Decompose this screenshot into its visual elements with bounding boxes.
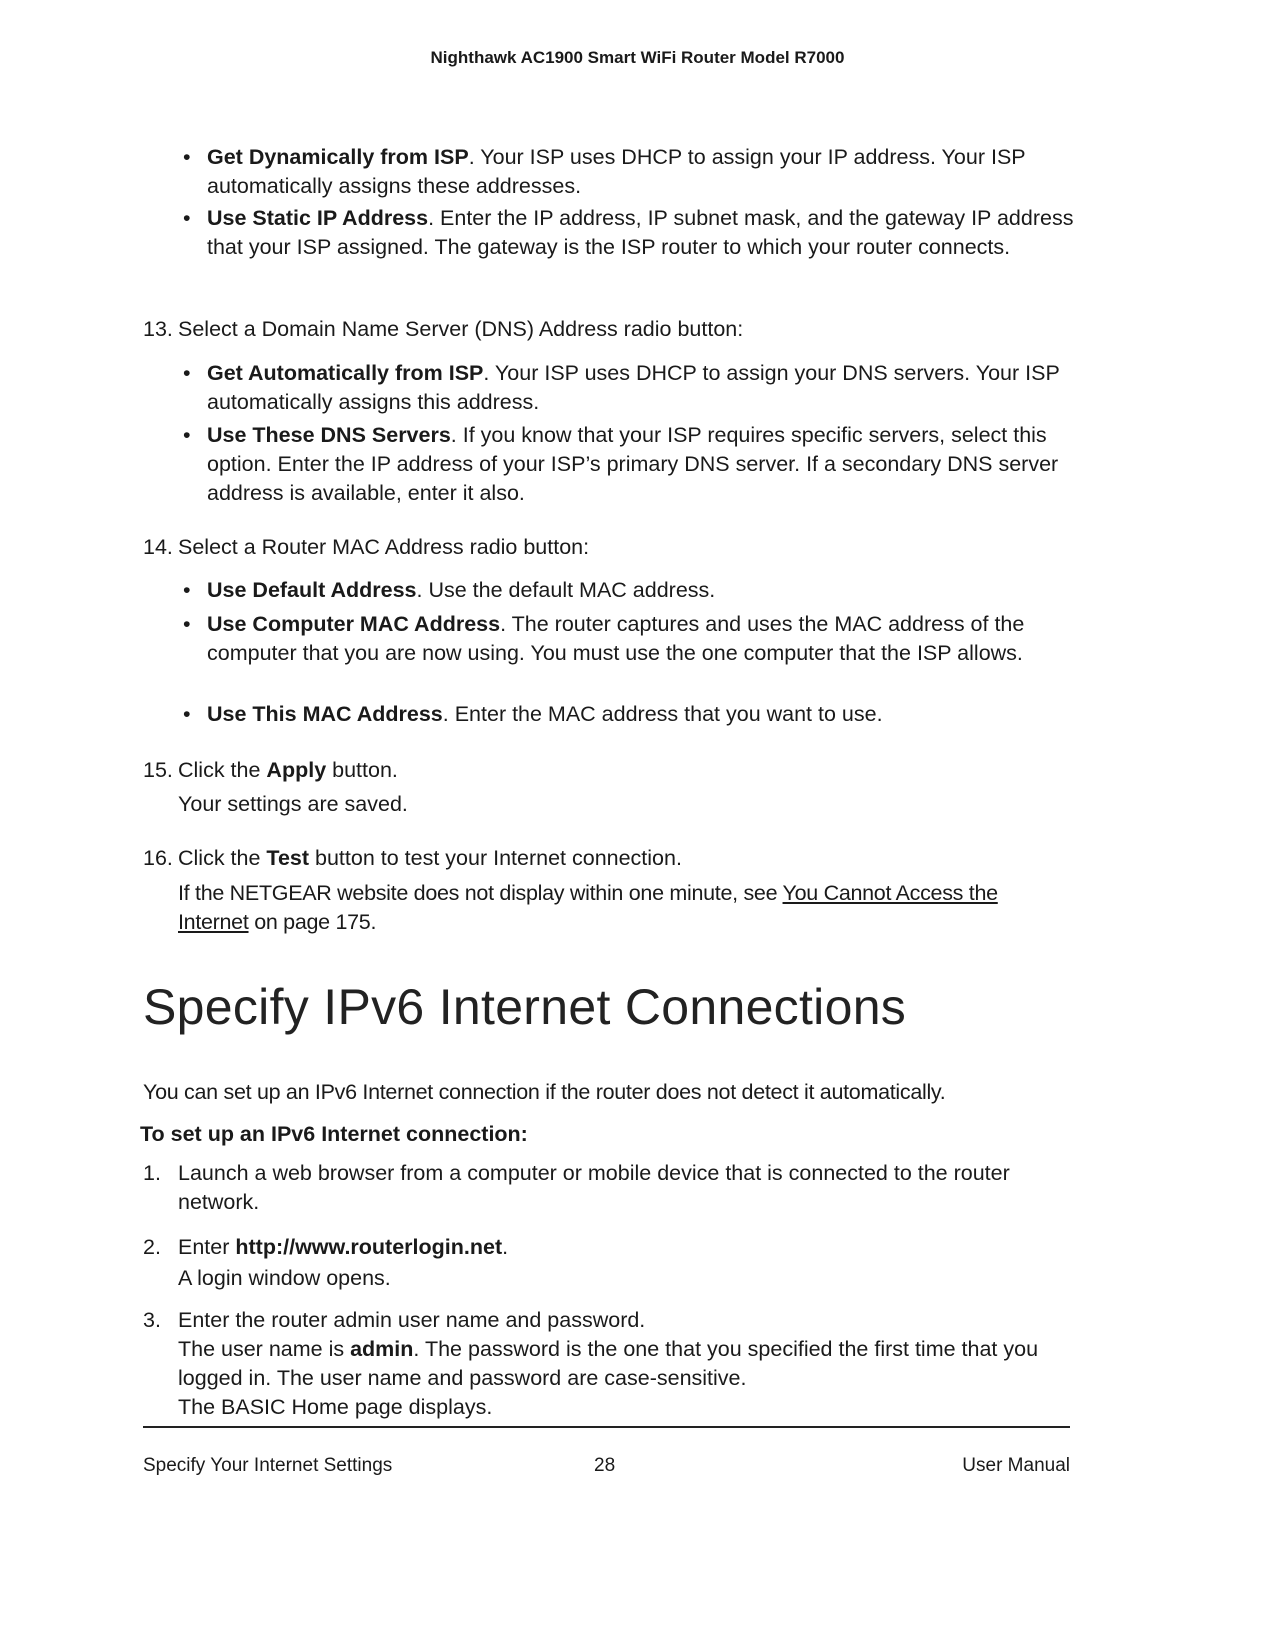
bullet-text: . Use the default MAC address. [416, 578, 716, 602]
step-number: 13. [143, 317, 173, 341]
bullet-icon: • [183, 702, 191, 726]
step-text: The user name is [178, 1337, 351, 1361]
bullet-term: Use This MAC Address [207, 702, 443, 726]
section-intro: You can set up an IPv6 Internet connection if the router does not detect it automatically. [143, 1080, 946, 1104]
result-text: on page 175. [248, 910, 377, 934]
step-number: 1. [143, 1161, 161, 1185]
step-number: 15. [143, 758, 173, 782]
bullet-text: . Enter the IP address, IP subnet mask, and the gateway IP address that your ISP assigned. The gateway is the ISP router to which your router connects. [207, 206, 1074, 259]
bullet-term: Use These DNS Servers [207, 423, 451, 447]
bullet-term: Get Automatically from ISP [207, 361, 484, 385]
ui-term: Apply [266, 758, 327, 782]
bullet-icon: • [183, 145, 191, 169]
ipv6-step-2 [143, 1233, 1073, 1262]
step-number: 2. [143, 1235, 161, 1259]
router-url: http://www.routerlogin.net [235, 1235, 503, 1259]
running-header: Nighthawk AC1900 Smart WiFi Router Model R7000 [430, 48, 845, 67]
step-text: button. [326, 758, 398, 782]
bullet-icon: • [183, 612, 191, 636]
bullet-icon: • [183, 423, 191, 447]
step-16 [143, 844, 1073, 873]
footer-manual: User Manual [962, 1455, 1070, 1476]
step-text: Select a Router MAC Address radio button: [178, 535, 590, 559]
bullet-icon: • [183, 206, 191, 230]
bullet-icon: • [183, 578, 191, 602]
step-15-result: Your settings are saved. [178, 792, 408, 816]
ipv6-step-3 [143, 1306, 1073, 1422]
step-number: 16. [143, 846, 173, 870]
ipv6-step-2-result: A login window opens. [178, 1266, 391, 1290]
step-14 [143, 533, 1073, 562]
bullet-term: Use Computer MAC Address [207, 612, 501, 636]
cannot-access-internet-link[interactable]: You Cannot Access the Internet [178, 881, 998, 934]
step-text: Enter the router admin user name and password. [178, 1308, 646, 1332]
bullet-dns-auto [183, 359, 1077, 417]
bullet-text: . The router captures and uses the MAC address of the computer that you are now using. You must use the one computer that the ISP allows. [207, 612, 1025, 665]
step-text: Enter [178, 1235, 236, 1259]
step-text: The BASIC Home page displays. [178, 1395, 493, 1419]
step-16-result [178, 879, 1073, 937]
section-title: Specify IPv6 Internet Connections [143, 979, 907, 1035]
bullet-mac-default [183, 576, 1077, 605]
footer-rule [143, 1426, 1070, 1428]
bullet-term: Use Static IP Address [207, 206, 429, 230]
ui-term: Test [266, 846, 310, 870]
bullet-term: Get Dynamically from ISP [207, 145, 469, 169]
step-text: button to test your Internet connection. [309, 846, 682, 870]
bullet-icon: • [183, 361, 191, 385]
bullet-text: . Your ISP uses DHCP to assign your DNS servers. Your ISP automatically assigns this address. [207, 361, 1060, 414]
step-text: Click the [178, 758, 267, 782]
step-number: 3. [143, 1308, 161, 1332]
bullet-mac-this [183, 700, 1077, 729]
bullet-dns-manual [183, 421, 1077, 508]
bullet-text: . If you know that your ISP requires specific servers, select this option. Enter the IP address of your ISP’s primary DNS server. If a secondary DNS server address is available, enter it also. [207, 423, 1059, 505]
step-text: Click the [178, 846, 267, 870]
username: admin [350, 1337, 414, 1361]
step-text: Select a Domain Name Server (DNS) Address radio button: [178, 317, 744, 341]
bullet-text: . Your ISP uses DHCP to assign your IP address. Your ISP automatically assigns these addresses. [207, 145, 1026, 198]
bullet-static-ip [183, 204, 1077, 262]
step-15 [143, 756, 1073, 785]
step-text: . [502, 1235, 509, 1259]
step-text: Launch a web browser from a computer or mobile device that is connected to the router network. [178, 1161, 1010, 1214]
bullet-text: . Enter the MAC address that you want to use. [442, 702, 883, 726]
footer-page-number: 28 [594, 1455, 616, 1476]
bullet-mac-computer [183, 610, 1077, 668]
footer-chapter: Specify Your Internet Settings [143, 1455, 393, 1476]
step-13 [143, 315, 1073, 344]
procedure-title: To set up an IPv6 Internet connection: [140, 1122, 528, 1146]
bullet-term: Use Default Address [207, 578, 417, 602]
step-number: 14. [143, 535, 173, 559]
step-text: . The password is the one that you specified the first time that you logged in. The user name and password are case-sensitive. [178, 1337, 1039, 1390]
result-text: If the NETGEAR website does not display within one minute, see [178, 881, 783, 905]
bullet-get-dynamically [183, 143, 1077, 201]
ipv6-step-1 [143, 1159, 1073, 1217]
